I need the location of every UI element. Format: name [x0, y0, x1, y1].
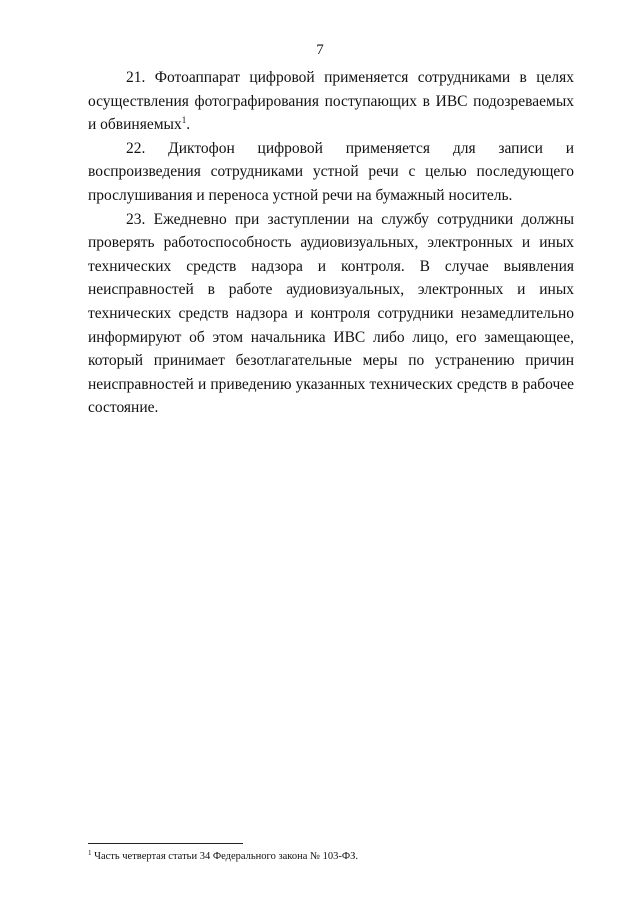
paragraph-23: 23. Ежедневно при заступлении на службу сотрудники должны проверять работоспособность аудиовизуальных, электронных и иных технических средств надзора и контроля. В случае выявления неисправностей в работе аудиовизуальных, электронных и иных технических средств надзора и контроля сотрудники незамедлительно информируют об этом начальника ИВС либо лицо, его замещающее, который принимает безотлагательные меры по устранению причин неисправностей и приведению указанных технических средств в рабочее состояние.	[88, 210, 574, 417]
paragraph-21-text: 21. Фотоаппарат цифровой применяется сотрудниками в целях осуществления фотографирования поступающих в ИВС подозреваемых и обвиняемых	[88, 69, 574, 134]
page-number: 7	[316, 42, 324, 58]
footnote-text: Часть четвертая статьи 34 Федерального закона № 103-ФЗ.	[94, 851, 359, 862]
document-body	[88, 66, 574, 420]
footnote-divider	[88, 843, 243, 844]
paragraph-21	[88, 66, 574, 137]
paragraph-22: 22. Диктофон цифровой применяется для записи и воспроизведения сотрудниками устной речи с целью последующего прослушивания и переноса устной речи на бумажный носитель.	[88, 139, 574, 204]
paragraph-21-end: .	[186, 116, 191, 134]
footnote	[88, 850, 574, 864]
footnote-reference: 1	[181, 115, 187, 126]
footnote-marker: 1	[88, 849, 92, 857]
